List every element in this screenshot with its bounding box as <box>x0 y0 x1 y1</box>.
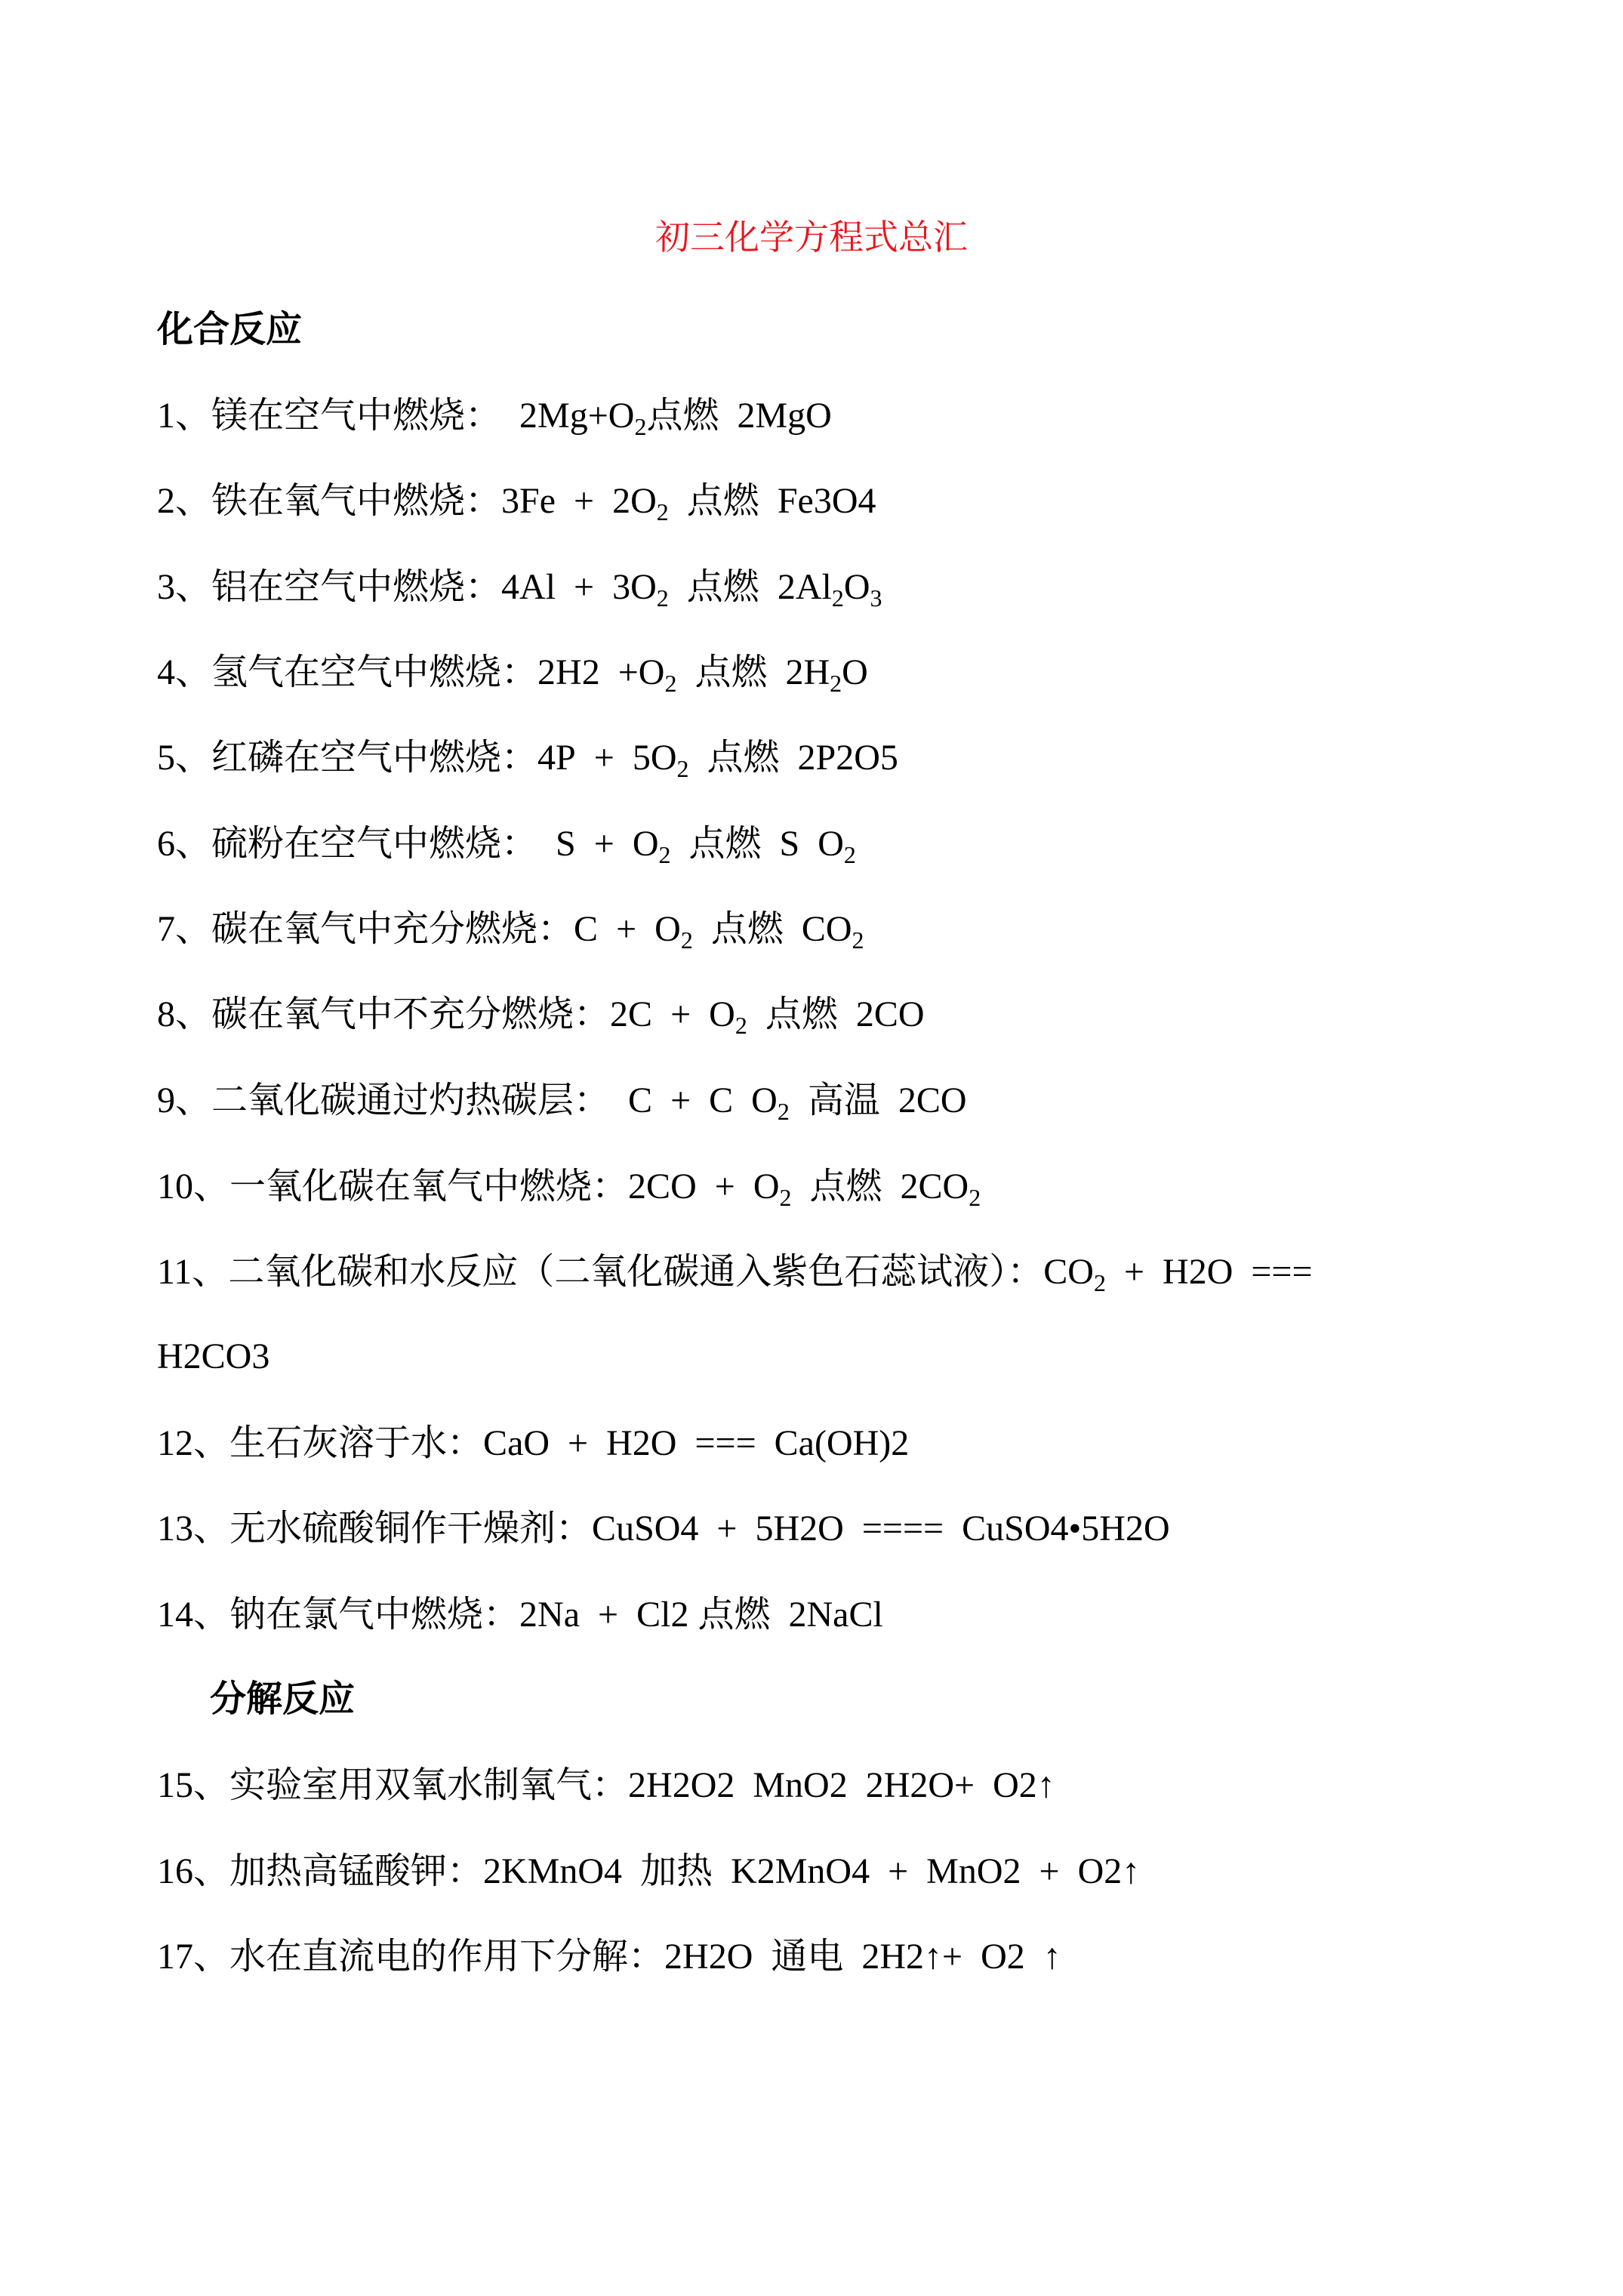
section-heading-combination: 化合反应 <box>157 308 303 350</box>
equation-line-9: 9、二氧化碳通过灼热碳层： C + C $O_2$ 高温 2CO <box>157 1079 967 1125</box>
equation-line-10: 10、一氧化碳在氧气中燃烧：$2CO + O_2$ 点燃 $2CO_2$ <box>157 1165 981 1211</box>
equation-line-3: 3、铝在空气中燃烧：$4Al + 3O_2$ 点燃 $2Al_2O_3$ <box>157 566 882 612</box>
equation-line-17: 17、水在直流电的作用下分解：2H2O 通电 2H2↑+ O2 ↑ <box>157 1935 1061 1977</box>
equation-line-15: 15、实验室用双氧水制氧气：2H2O2 MnO2 2H2O+ O2↑ <box>157 1764 1055 1806</box>
equation-line-11: 11、二氧化碳和水反应（二氧化碳通入紫色石蕊试液）：$CO_2 + H2O$ === <box>157 1250 1313 1296</box>
equation-line-13: 13、无水硫酸铜作干燥剂：CuSO4 + 5H2O ==== CuSO4•5H2O <box>157 1507 1170 1549</box>
equation-line-1: 1、镁在空气中燃烧： $2Mg+O_2$点燃 2MgO <box>157 394 832 440</box>
equation-line-2: 2、铁在氧气中燃烧：$3Fe + 2O_2$ 点燃 Fe3O4 <box>157 479 876 525</box>
equation-line-12: 12、生石灰溶于水：CaO + H2O === Ca(OH)2 <box>157 1422 910 1464</box>
equation-line-8: 8、碳在氧气中不充分燃烧：$2C + O_2$ 点燃 2CO <box>157 993 925 1039</box>
equation-line-7: 7、碳在氧气中充分燃烧：$C + O_2$ 点燃 $CO_2$ <box>157 908 864 954</box>
page-title: 初三化学方程式总汇 <box>655 217 968 257</box>
equation-line-4: 4、氢气在空气中燃烧：$2H2 +O_2$ 点燃 $2H_2O$ <box>157 651 868 697</box>
equation-line-6: 6、硫粉在空气中燃烧： $S + O_2$ 点燃 S $O_2$ <box>157 822 856 868</box>
equation-line-16: 16、加热高锰酸钾：2KMnO4 加热 K2MnO4 + MnO2 + O2↑ <box>157 1850 1141 1892</box>
section-heading-decomposition: 分解反应 <box>210 1678 356 1720</box>
equation-line-11-continuation: H2CO3 <box>157 1336 270 1376</box>
equation-line-5: 5、红磷在空气中燃烧：$4P + 5O_2$ 点燃 2P2O5 <box>157 736 898 782</box>
equation-line-14: 14、钠在氯气中燃烧：2Na + Cl2 点燃 2NaCl <box>157 1593 883 1635</box>
